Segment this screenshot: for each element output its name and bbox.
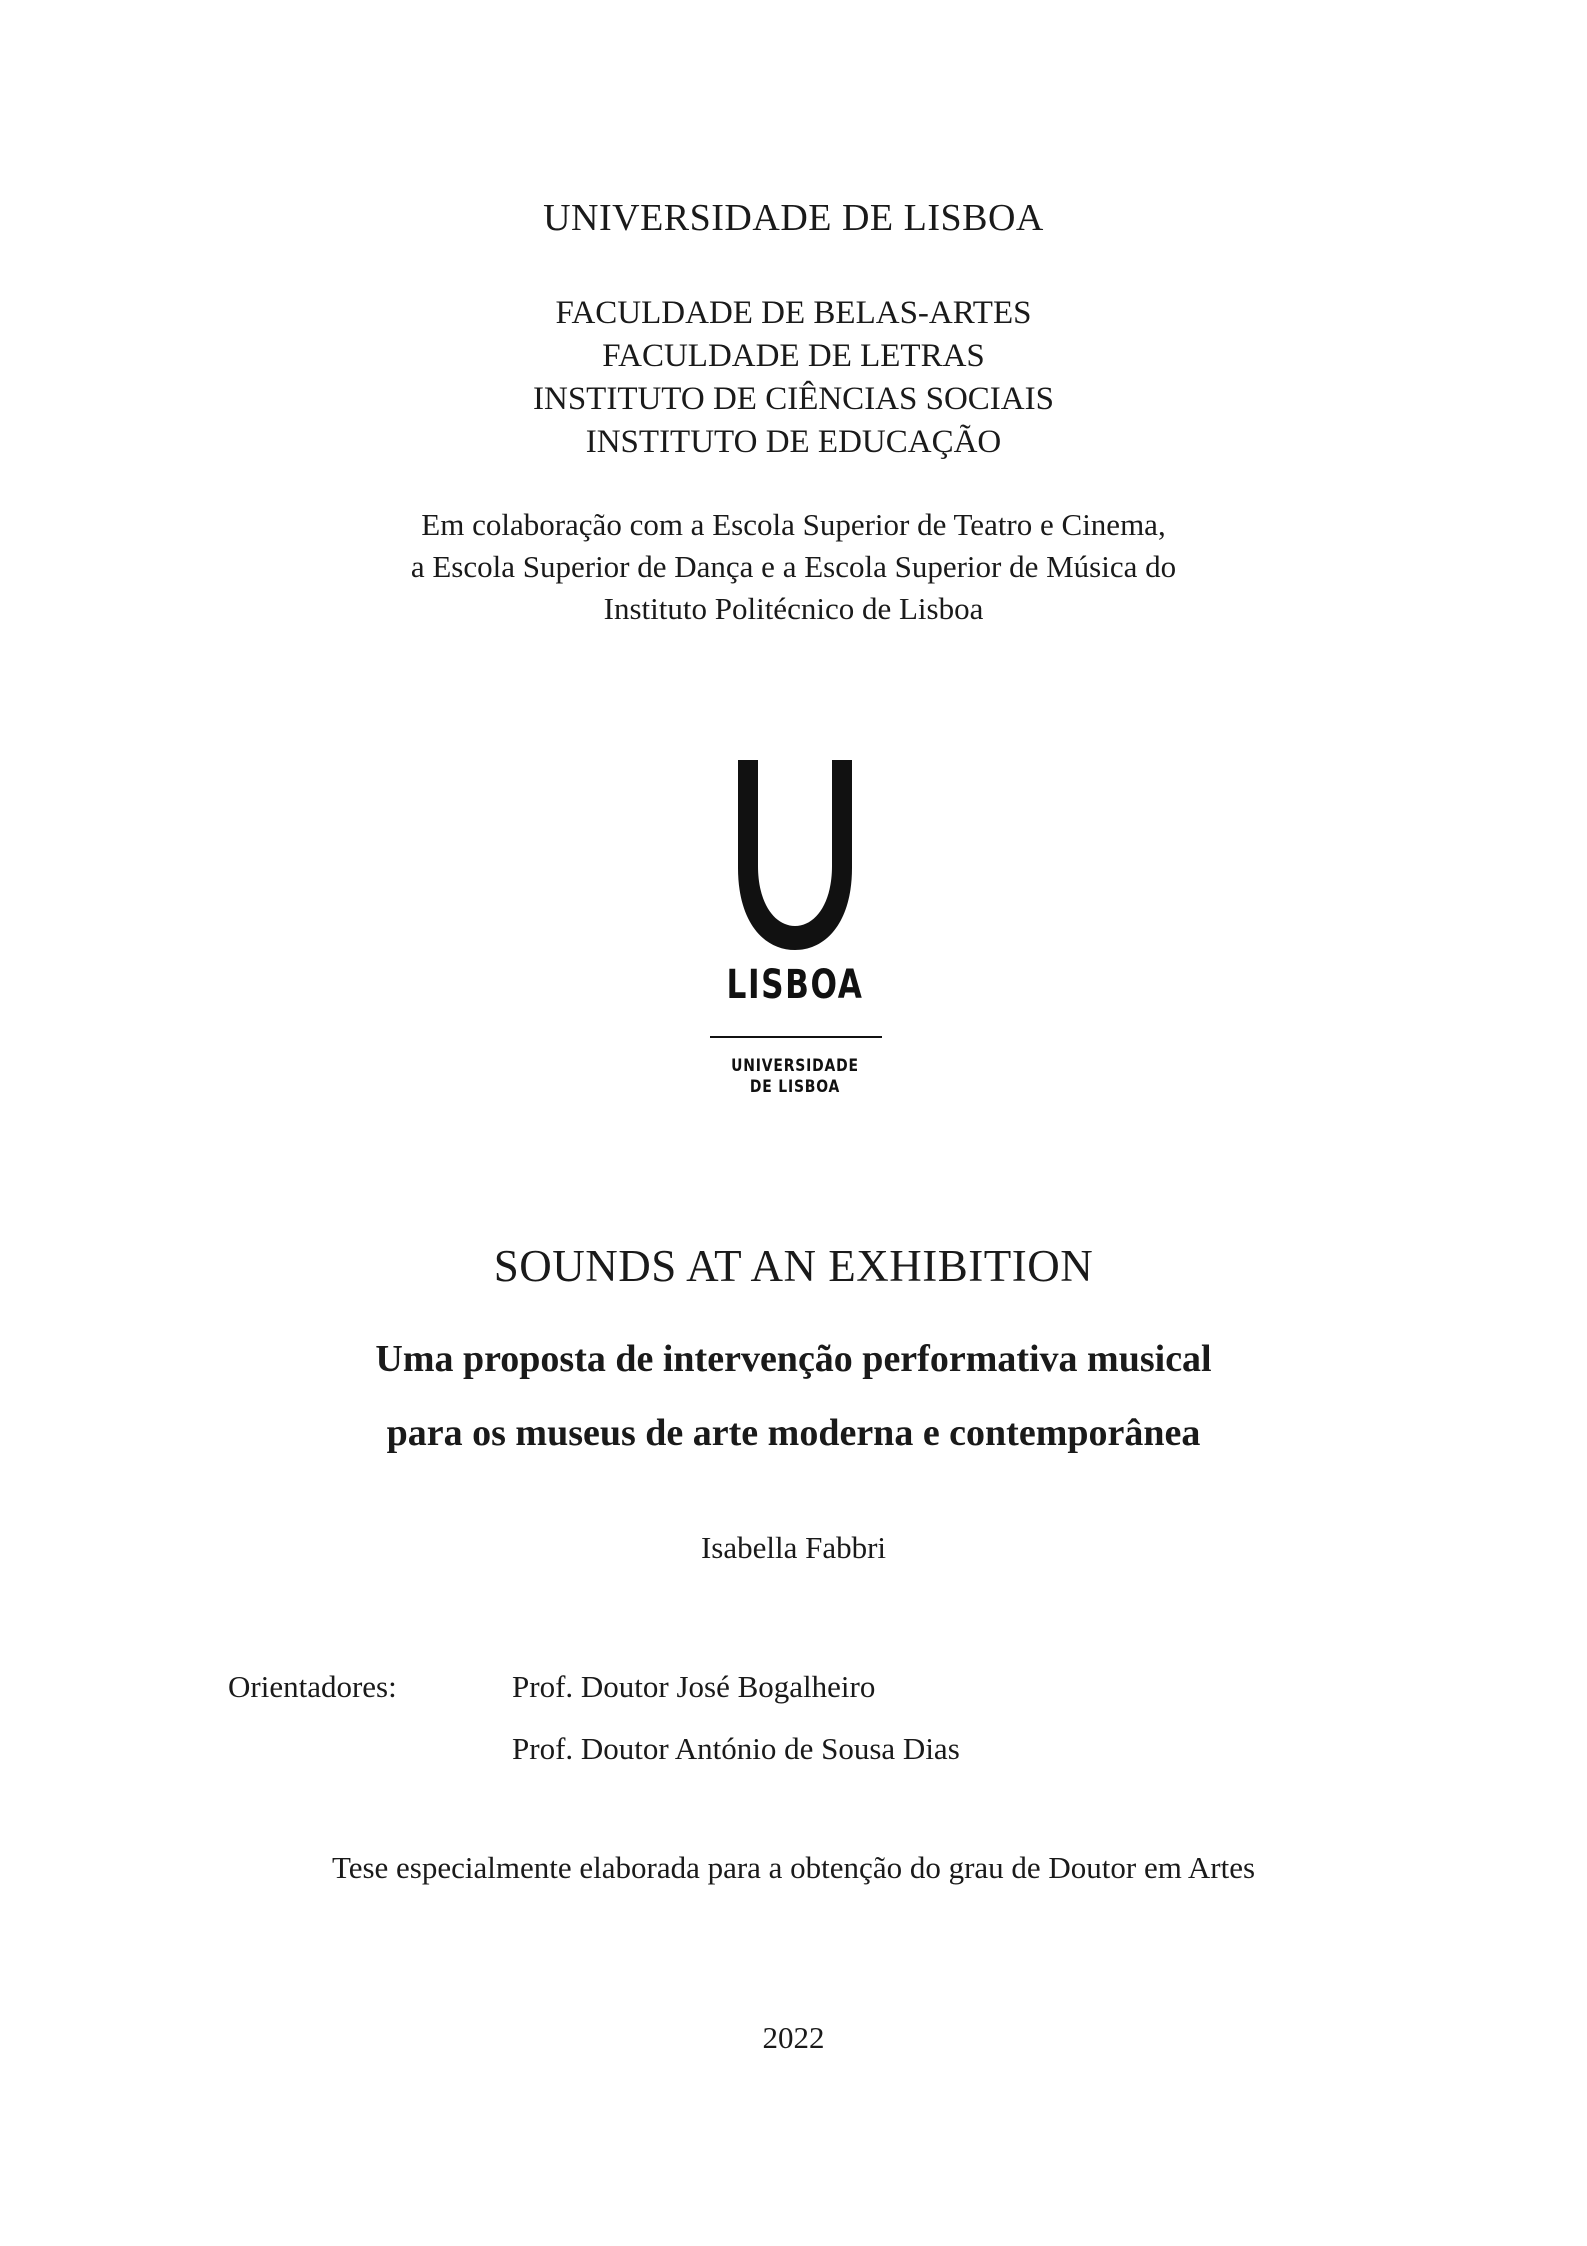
- author-name: Isabella Fabbri: [700, 1530, 887, 1565]
- collaboration-line: Instituto Politécnico de Lisboa: [603, 591, 984, 626]
- logo-subtitle-line: DE LISBOA: [749, 1077, 841, 1097]
- logo-subtitle-line: UNIVERSIDADE: [731, 1056, 859, 1076]
- collaboration-text: [0, 504, 1587, 630]
- faculties-list: [0, 292, 1587, 464]
- collaboration-line: Em colaboração com a Escola Superior de Teatro e Cinema,: [421, 507, 1166, 542]
- thesis-title: SOUNDS AT AN EXHIBITION: [493, 1241, 1094, 1291]
- logo-lisboa-text: LISBOA: [726, 962, 864, 1008]
- logo-subtitle: [717, 1056, 873, 1098]
- faculty-item: INSTITUTO DE CIÊNCIAS SOCIAIS: [533, 381, 1054, 417]
- collaboration-line: a Escola Superior de Dança e a Escola Superior de Música do: [410, 549, 1177, 584]
- thesis-year: 2022: [762, 2020, 825, 2055]
- degree-statement: Tese especialmente elaborada para a obtenção do grau de Doutor em Artes: [331, 1850, 1256, 1885]
- subtitle-line: Uma proposta de intervenção performativa musical: [375, 1338, 1212, 1380]
- university-logo: [700, 756, 890, 1106]
- u-mark-icon: [700, 756, 890, 956]
- subtitle-line: para os museus de arte moderna e contemporânea: [386, 1412, 1201, 1454]
- faculty-item: INSTITUTO DE EDUCAÇÃO: [585, 424, 1002, 460]
- advisor-name: Prof. Doutor António de Sousa Dias: [512, 1731, 960, 1766]
- logo-divider: [710, 1036, 882, 1038]
- faculty-item: FACULDADE DE LETRAS: [602, 338, 985, 374]
- faculty-item: FACULDADE DE BELAS-ARTES: [555, 295, 1032, 331]
- advisors-names: [512, 1656, 960, 1780]
- advisors-label: Orientadores:: [228, 1669, 397, 1704]
- advisor-name: Prof. Doutor José Bogalheiro: [512, 1669, 876, 1704]
- university-name: UNIVERSIDADE DE LISBOA: [543, 197, 1044, 239]
- thesis-subtitle: [0, 1322, 1587, 1470]
